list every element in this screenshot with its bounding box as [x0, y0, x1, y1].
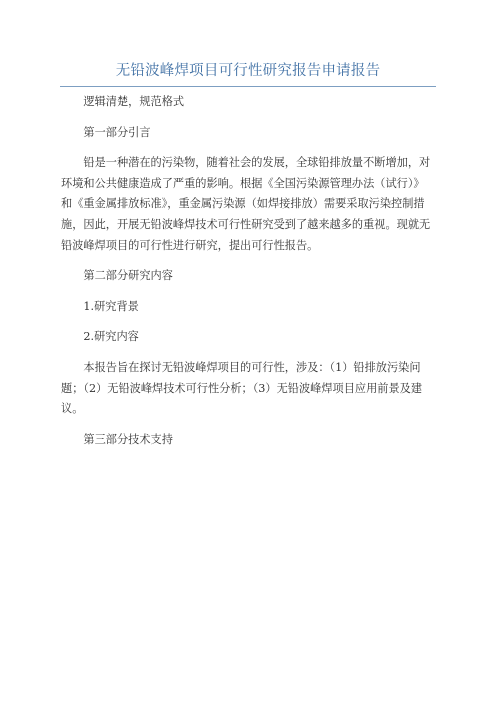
paragraph-scope: 本报告旨在探讨无铅波峰焊项目的可行性，涉及：（1）铅排放污染问题；（2）无铅波峰焊技术可行性分析；（3）无铅波峰焊项目应用前景及建议。	[61, 360, 423, 416]
paragraph-tagline: 逻辑清楚，规范格式	[83, 95, 185, 108]
document-body	[61, 92, 433, 450]
list-item-content: 2.研究内容	[83, 330, 139, 344]
document-title: 无铅波峰焊项目可行性研究报告申请报告	[115, 63, 381, 79]
section-heading-research: 第二部分研究内容	[83, 269, 173, 283]
section-heading-tech: 第三部分技术支持	[83, 432, 173, 446]
paragraph-intro: 铅是一种潜在的污染物，随着社会的发展，全球铅排放量不断增加，对环境和公共健康造成了严重的影响。根据《全国污染源管理办法（试行）》和《重金属排放标准》，重金属污染源（如焊接排放）需要采取污染控制措施，因此，开展无铅波峰焊技术可行性研究受到了越来越多的重视。现就无铅波峰焊项目的可行性进行研究，提出可行性报告。	[61, 156, 431, 252]
list-item-background: 1.研究背景	[83, 299, 139, 313]
section-heading-intro: 第一部分引言	[83, 125, 151, 139]
title-underline	[60, 86, 436, 87]
